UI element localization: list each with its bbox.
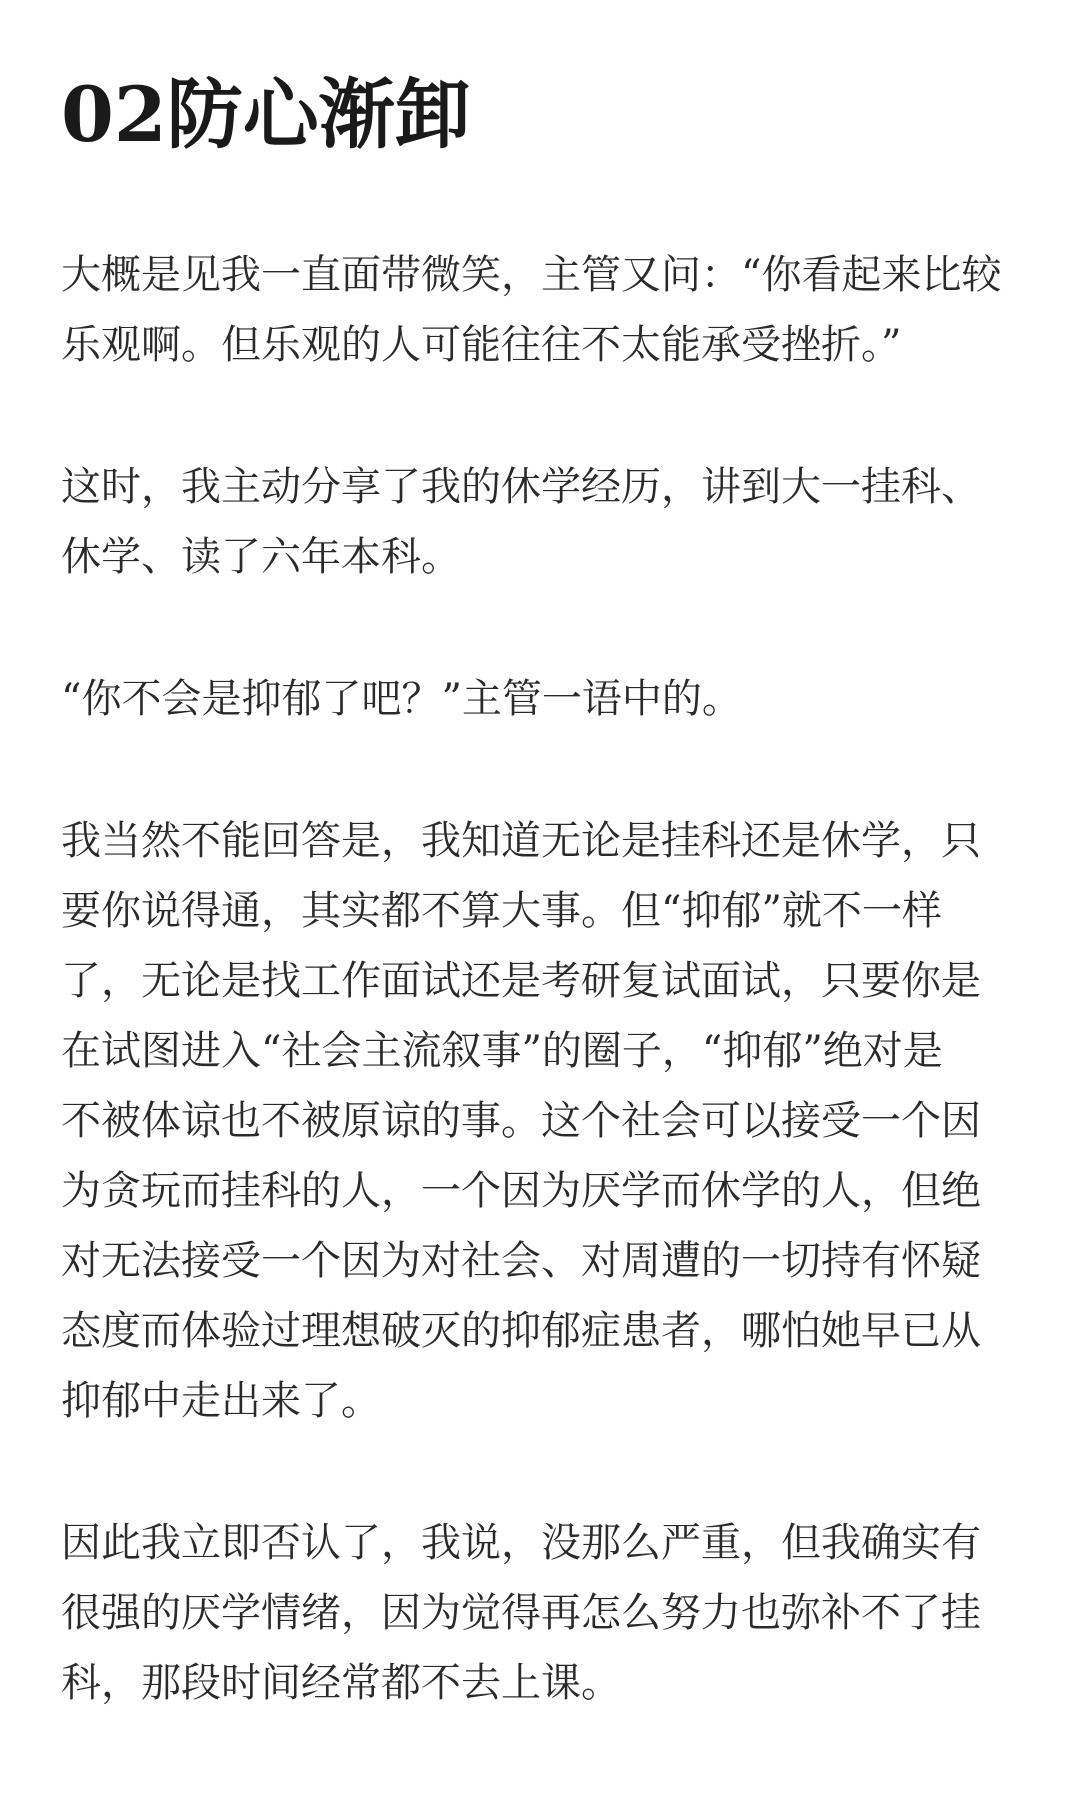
section-heading: 02防心渐卸 (61, 70, 471, 159)
paragraph-line: 不被体谅也不被原谅的事。这个社会可以接受一个因 (61, 1098, 981, 1144)
paragraph-line: 很强的厌学情绪，因为觉得再怎么努力也弥补不了挂 (61, 1590, 981, 1636)
paragraph-3 (61, 664, 1031, 734)
paragraph-line: 休学、读了六年本科。 (61, 534, 461, 580)
paragraph-line: 抑郁中走出来了。 (61, 1378, 381, 1424)
paragraph-line: 这时，我主动分享了我的休学经历，讲到大一挂科、 (61, 464, 981, 510)
paragraph-line: 态度而体验过理想破灭的抑郁症患者，哪怕她早已从 (61, 1308, 981, 1354)
paragraph-line: 为贪玩而挂科的人，一个因为厌学而休学的人，但绝 (61, 1168, 981, 1214)
paragraph-line: 乐观啊。但乐观的人可能往往不太能承受挫折。” (61, 322, 902, 368)
paragraph-line: 我当然不能回答是，我知道无论是挂科还是休学，只 (61, 818, 981, 864)
paragraph-4 (61, 806, 1031, 1436)
paragraph-1 (61, 240, 1031, 380)
paragraph-line: 了，无论是找工作面试还是考研复试面试，只要你是 (61, 958, 981, 1004)
article-body (61, 240, 1031, 1790)
paragraph-line: 要你说得通，其实都不算大事。但“抑郁”就不一样 (61, 888, 942, 934)
paragraph-line: 在试图进入“社会主流叙事”的圈子，“抑郁”绝对是 (61, 1028, 943, 1074)
paragraph-line: 大概是见我一直面带微笑，主管又问：“你看起来比较 (61, 252, 1002, 298)
paragraph-line: 因此我立即否认了，我说，没那么严重，但我确实有 (61, 1520, 981, 1566)
paragraph-2 (61, 452, 1031, 592)
paragraph-line: “你不会是抑郁了吧？”主管一语中的。 (61, 676, 742, 722)
paragraph-5 (61, 1508, 1031, 1718)
paragraph-line: 科，那段时间经常都不去上课。 (61, 1660, 621, 1706)
paragraph-line: 对无法接受一个因为对社会、对周遭的一切持有怀疑 (61, 1238, 981, 1284)
